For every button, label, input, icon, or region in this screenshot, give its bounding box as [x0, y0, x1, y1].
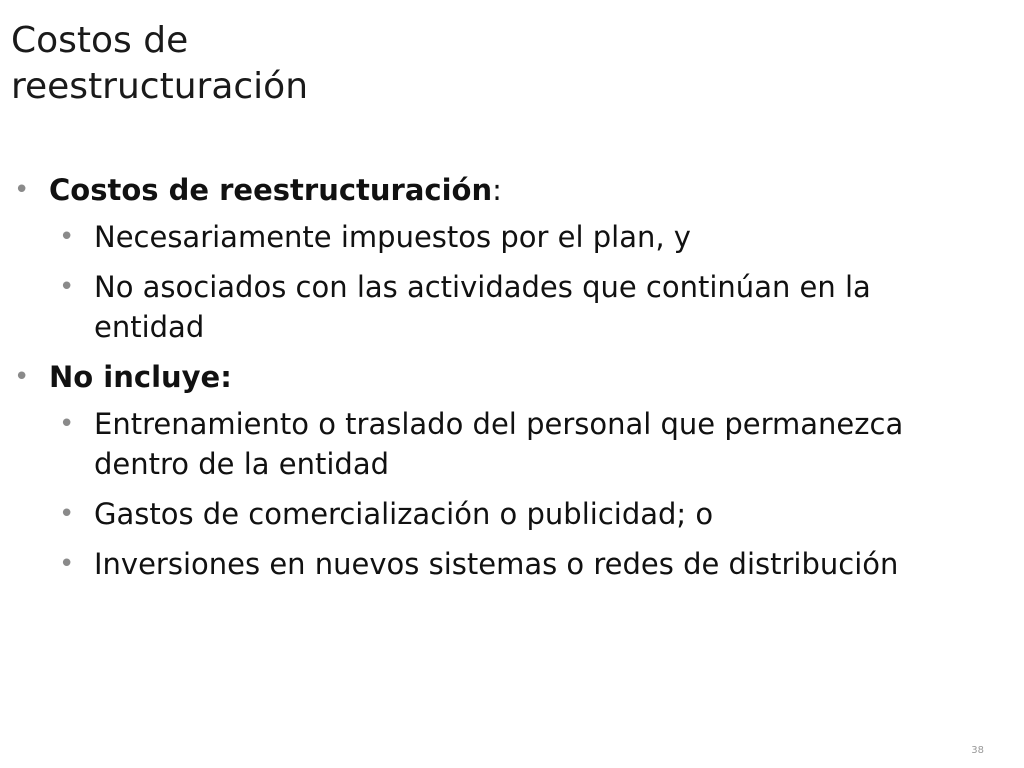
- sub-bullet-text: Inversiones en nuevos sistemas o redes de distribución: [94, 547, 899, 581]
- sub-bullet-item: [59, 404, 924, 484]
- bullet-heading: Costos de reestructuración: [49, 173, 493, 207]
- sub-bullet-item: [59, 267, 924, 347]
- sub-bullet-item: [59, 494, 924, 534]
- sub-bullet-item: [59, 544, 924, 584]
- bullet-list: [14, 170, 974, 594]
- bullet-icon: •: [59, 222, 75, 252]
- slide-title: [11, 18, 308, 110]
- bullet-icon: •: [14, 362, 30, 392]
- sub-bullet-text: Necesariamente impuestos por el plan, y: [94, 220, 691, 254]
- sub-bullet-item: [59, 217, 924, 257]
- slide-title-line-2: reestructuración: [11, 66, 309, 107]
- slide-title-line-1: Costos de: [11, 20, 189, 61]
- bullet-icon: •: [59, 549, 75, 579]
- bullet-item-not-included: [14, 357, 974, 397]
- sub-bullet-text: No asociados con las actividades que continúan en la entidad: [94, 270, 871, 344]
- bullet-heading-suffix: :: [492, 173, 502, 207]
- bullet-heading: No incluye:: [49, 360, 232, 394]
- bullet-icon: •: [59, 499, 75, 529]
- page-number: 38: [971, 745, 984, 756]
- bullet-icon: •: [14, 175, 30, 205]
- bullet-icon: •: [59, 272, 75, 302]
- sub-bullet-text: Gastos de comercialización o publicidad; o: [94, 497, 714, 531]
- bullet-icon: •: [59, 409, 75, 439]
- bullet-item-restructuring-costs: [14, 170, 974, 210]
- sub-bullet-text: Entrenamiento o traslado del personal que permanezca dentro de la entidad: [94, 407, 904, 481]
